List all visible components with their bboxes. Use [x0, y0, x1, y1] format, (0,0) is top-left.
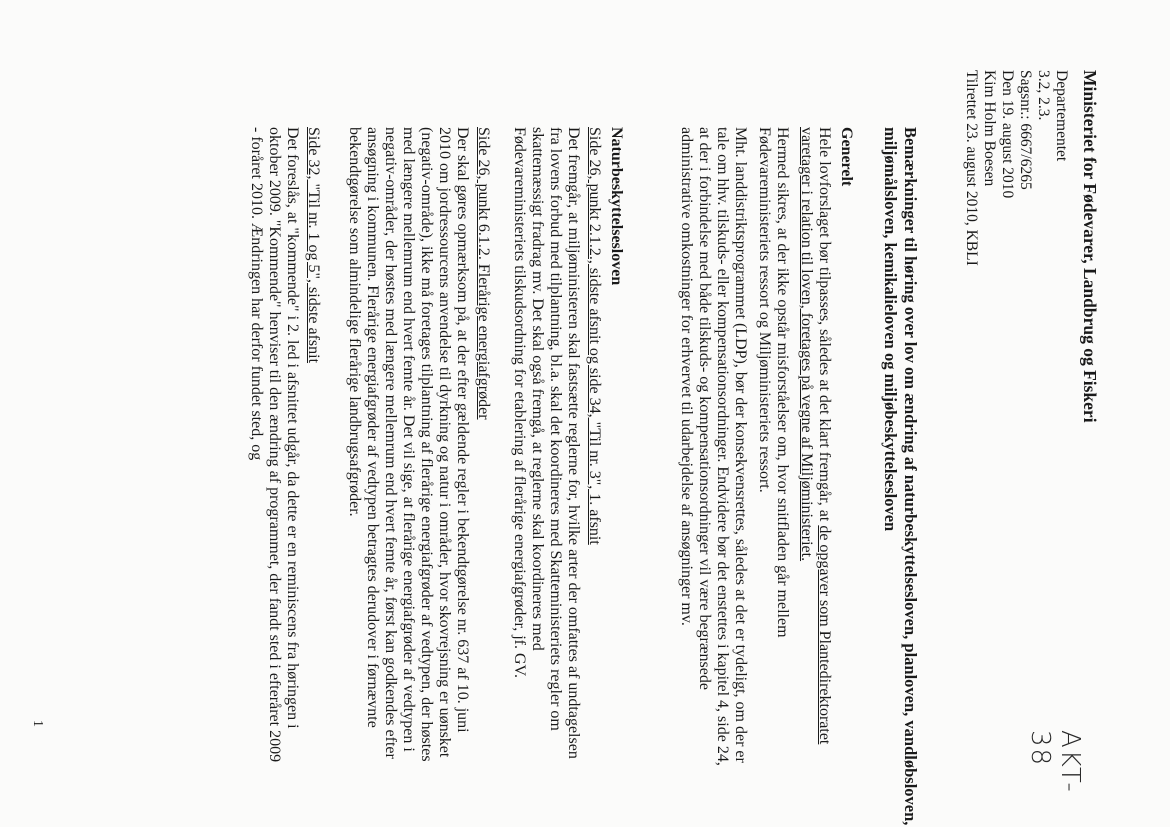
- ministry-letterhead: Ministeriet for Fødevarer, Landbrug og Fiskeri: [1080, 70, 1100, 423]
- meta-date: Den 19. august 2010: [999, 70, 1016, 199]
- meta-revised: Tilrettet 23. august 2010, KBLI: [963, 70, 980, 266]
- document-title: Bemærkninger til høring over lov om ændring af naturbeskyttelsesloven, planloven, vandløbsloven, miljømålsloven, kemikalieloven og miljøbeskyttelsesloven: [881, 127, 920, 826]
- section-side-26: [345, 127, 492, 767]
- generelt-paragraph-2: Hermed sikres, at der ikke opstår misforståelser om, hvor snitfladen går mellem Fødevareministeriets ressort og Miljøministeriets ressort.: [756, 127, 791, 638]
- naturbeskyttelsesloven-reference: Side 26, punkt 2.1.2., sidste afsnit og side 34, "Til nr. 3", 1. afsnit: [586, 127, 603, 545]
- naturbeskyttelsesloven-heading: Naturbeskyttelsesloven: [608, 127, 625, 286]
- side32-reference: Side 32, "Til nr. 1 og 5", sidste afsnit: [305, 127, 322, 364]
- generelt-heading: Generelt: [838, 127, 855, 187]
- side32-paragraph: Det foreslås, at "kommende" i 2. led i afsnittet udgår, da dette er en reminiscens fra høringen i oktober 2009. "Kommende" henviser til den ændring af programmet, der fandt sted i efteråret 2009 - foråret 2010. Ændringen har derfor fundet sted, og: [248, 127, 301, 763]
- generelt-paragraph-1: [797, 127, 833, 767]
- page-number: 1: [30, 720, 45, 727]
- meta-author: Kim Holm Boesen: [981, 70, 998, 187]
- meta-journal-code: 3.2, 2.3.: [1035, 70, 1052, 121]
- section-side-32: [247, 127, 322, 767]
- side26-paragraph: Der skal gøres opmærksom på, at der efter gældende regler i bekendtgørelse nr. 637 af 10. juni 2010 om jordressourcens anvendelse til dyrkning og natur i områder, hvor skovrejsning er uønsket (negativ-område), ikke må foretages tilplantning af flerårige energiafgrøder af vedtypen, der høstes med længere mellemrum end hvert femte år. Det vil sige, at flerårige energiafgrøder af vedtypen i negativ-områder, der høstes med længere mellemrum end hvert femte år, først kan godkendes efter ansøgning i kommunen. Flerårige energiafgrøder af vedtypen betragtes derudover i førnævnte bekendtgørelse som almindelige flerårige landbrugsafgrøder.: [346, 127, 471, 762]
- meta-department: Departementet: [1053, 70, 1070, 162]
- generelt-p1-text: Hele lovforslaget bør tilpasses, således at det klart fremgår, at: [816, 127, 833, 526]
- section-naturbeskyttelsesloven: [510, 127, 625, 767]
- naturbeskyttelsesloven-paragraph: Det fremgår, at miljøministeren skal fastsætte reglerne for, hvilke arter der omfattes af undtagelsen fra lovens forbud med tilplantning, bl.a. skal det koordineres med Skatteministeriets regler om skattemæssigt fradrag mv. Det skal også fremgå, at reglerne skal koordineres med Fødevareministeriets tilskudsordning for etablering af flerårige energiafgrøder, jf. GV.: [511, 127, 582, 759]
- side26-reference: Side 26, punkt 6.1.2. Flerårige energiafgrøder: [475, 127, 492, 420]
- handwritten-note: AKT-38: [1025, 730, 1085, 794]
- section-generelt: [677, 127, 855, 767]
- generelt-p1-underlined: de opgaver som Plantedirektoratet varetager i relation til loven, foretages på vegne af Miljøministeriet.: [798, 127, 833, 745]
- generelt-paragraph-3: Mht. landdistriktsprogrammet (LDP), bør der konsekvensrettes, således at det er tydeligt, om der er tale om hhv. tilskuds- eller kompensationsordninger. Endvidere bør det enstettes i kapitel 4, side 24, at der i forbindelse med både tilskuds- og kompensationsordninger vil være begrænsede administrative omkostninger for erhvervet til udarbejdelse af ansøgninger mv.: [678, 127, 749, 766]
- meta-case-number: Sagsnr.: 6667/6265: [1017, 70, 1034, 190]
